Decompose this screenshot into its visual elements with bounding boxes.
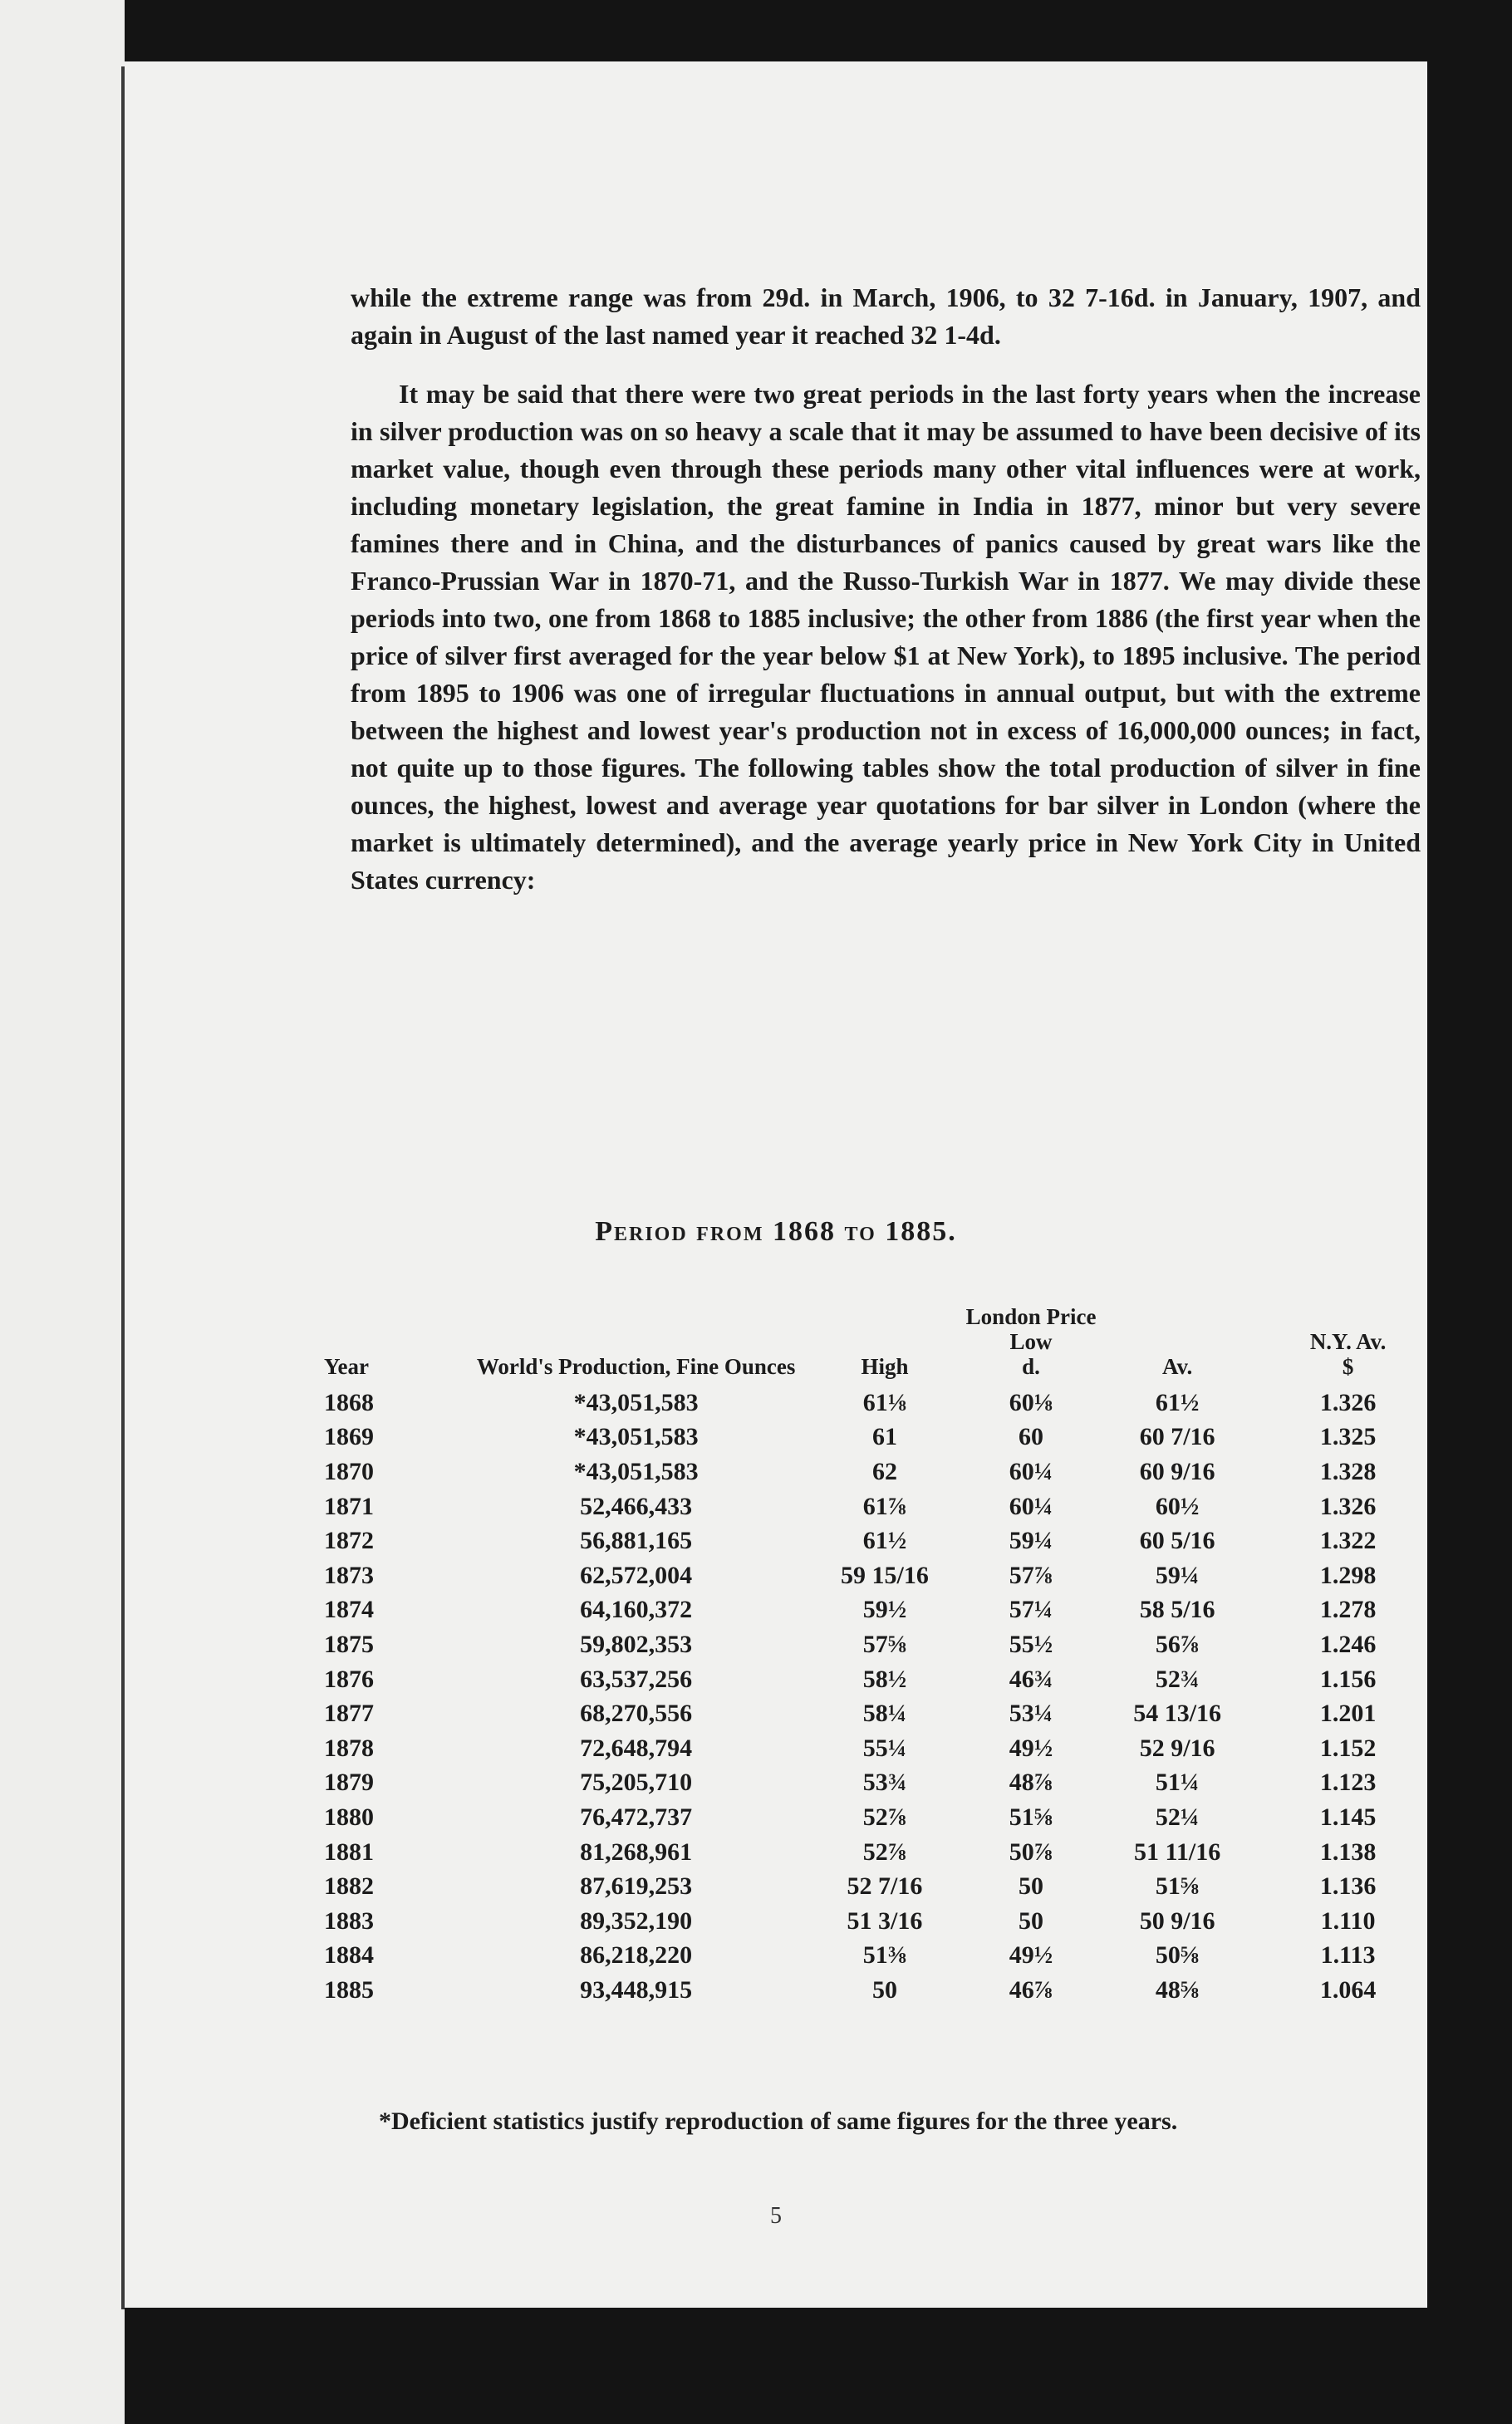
cell-high: 52⅞	[862, 1803, 907, 1831]
body-text	[351, 279, 1421, 920]
cell-production: 87,619,253	[580, 1872, 693, 1901]
cell-year: 1875	[324, 1630, 374, 1658]
cell-ny-av: 1.298	[1319, 1561, 1377, 1589]
cell-production: *43,051,583	[573, 1457, 699, 1485]
header-ny-unit: $	[1342, 1354, 1354, 1379]
cell-high: 61⅛	[862, 1388, 907, 1416]
table-row	[324, 1489, 1446, 1524]
cell-low: 50	[1019, 1872, 1044, 1901]
cell-av: 50⅝	[1155, 1941, 1200, 1970]
header-london-low	[958, 1304, 1104, 1386]
cell-ny-av: 1.136	[1319, 1872, 1377, 1901]
cell-year: 1879	[324, 1769, 374, 1797]
cell-av: 51⅝	[1155, 1872, 1200, 1901]
cell-low: 60⅛	[1009, 1388, 1053, 1416]
table-row	[324, 1835, 1446, 1870]
cell-low: 53¼	[1009, 1700, 1053, 1728]
cell-high: 58½	[862, 1665, 907, 1693]
footnote: *Deficient statistics justify reproduction of same figures for the three years.	[379, 2108, 1178, 2135]
paragraph-continued: while the extreme range was from 29d. in March, 1906, to 32 7-16d. in January, 1907, and again in August of the last named year it reached 32 1-4d.	[351, 282, 1421, 350]
cell-ny-av: 1.201	[1319, 1700, 1377, 1728]
cell-high: 55¼	[862, 1734, 907, 1762]
cell-low: 50	[1019, 1906, 1044, 1935]
cell-year: 1878	[324, 1734, 374, 1762]
cell-av: 54 13/16	[1133, 1700, 1222, 1728]
cell-production: 89,352,190	[580, 1906, 693, 1935]
header-ny	[1250, 1304, 1446, 1386]
cell-low: 57⅞	[1009, 1561, 1053, 1589]
table-row	[324, 1386, 1446, 1421]
cell-high: 62	[871, 1457, 897, 1485]
cell-year: 1881	[324, 1838, 374, 1866]
cell-ny-av: 1.145	[1319, 1803, 1377, 1831]
document-page	[125, 61, 1427, 2308]
table-row	[324, 1662, 1446, 1697]
cell-high: 52 7/16	[847, 1872, 923, 1901]
cell-production: 81,268,961	[580, 1838, 693, 1866]
cell-year: 1869	[324, 1423, 374, 1451]
cell-year: 1870	[324, 1457, 374, 1485]
table-row	[324, 1904, 1446, 1939]
cell-av: 52¼	[1155, 1803, 1200, 1831]
cell-year: 1884	[324, 1941, 374, 1970]
cell-high: 51⅜	[862, 1941, 907, 1970]
cell-av: 60 7/16	[1139, 1423, 1215, 1451]
cell-production: 52,466,433	[580, 1492, 693, 1520]
cell-high: 58¼	[862, 1700, 907, 1728]
cell-ny-av: 1.152	[1319, 1734, 1377, 1762]
header-year: Year	[324, 1354, 369, 1379]
cell-ny-av: 1.156	[1319, 1665, 1377, 1693]
table-header-row	[324, 1304, 1446, 1386]
table-row	[324, 1593, 1446, 1628]
table-row	[324, 1800, 1446, 1835]
cell-low: 49½	[1009, 1941, 1053, 1970]
adjacent-page-edge	[0, 0, 125, 2424]
header-low: Low	[1009, 1329, 1053, 1354]
cell-year: 1868	[324, 1388, 374, 1416]
header-london-price: London Price	[965, 1304, 1097, 1329]
cell-production: 75,205,710	[580, 1769, 693, 1797]
cell-ny-av: 1.326	[1319, 1492, 1377, 1520]
cell-low: 49½	[1009, 1734, 1053, 1762]
cell-av: 50 9/16	[1139, 1906, 1215, 1935]
cell-ny-av: 1.328	[1319, 1457, 1377, 1485]
cell-high: 59 15/16	[841, 1561, 929, 1589]
table-row	[324, 1558, 1446, 1593]
cell-year: 1872	[324, 1527, 374, 1555]
table-row	[324, 1696, 1446, 1731]
cell-year: 1876	[324, 1665, 374, 1693]
cell-low: 60	[1019, 1423, 1044, 1451]
table-row	[324, 1973, 1446, 2008]
cell-low: 50⅞	[1009, 1838, 1053, 1866]
cell-av: 51¼	[1155, 1769, 1200, 1797]
table-row	[324, 1939, 1446, 1974]
cell-av: 56⅞	[1155, 1630, 1200, 1658]
cell-ny-av: 1.138	[1319, 1838, 1377, 1866]
cell-av: 51 11/16	[1134, 1838, 1221, 1866]
cell-production: 86,218,220	[580, 1941, 693, 1970]
table-row	[324, 1524, 1446, 1558]
cell-ny-av: 1.246	[1319, 1630, 1377, 1658]
cell-av: 60 5/16	[1139, 1527, 1215, 1555]
cell-ny-av: 1.278	[1319, 1596, 1377, 1624]
cell-high: 53¾	[862, 1769, 907, 1797]
cell-ny-av: 1.325	[1319, 1423, 1377, 1451]
cell-high: 61	[871, 1423, 897, 1451]
cell-production: 93,448,915	[580, 1975, 693, 2004]
cell-year: 1873	[324, 1561, 374, 1589]
header-production: World's Production, Fine Ounces	[476, 1354, 796, 1379]
cell-av: 61½	[1155, 1388, 1200, 1416]
header-av: Av.	[1162, 1354, 1193, 1379]
cell-ny-av: 1.322	[1319, 1527, 1377, 1555]
cell-high: 51 3/16	[847, 1906, 923, 1935]
header-ny-av: N.Y. Av.	[1309, 1329, 1387, 1354]
header-high: High	[861, 1354, 909, 1379]
cell-production: 62,572,004	[580, 1561, 693, 1589]
cell-av: 52 9/16	[1139, 1734, 1215, 1762]
cell-production: 56,881,165	[580, 1527, 693, 1555]
page-number: 5	[770, 2203, 782, 2229]
cell-av: 60 9/16	[1139, 1457, 1215, 1485]
cell-ny-av: 1.113	[1320, 1941, 1376, 1970]
cell-high: 52⅞	[862, 1838, 907, 1866]
table-row	[324, 1766, 1446, 1801]
header-low-unit: d.	[1022, 1354, 1040, 1379]
cell-high: 59½	[862, 1596, 907, 1624]
cell-production: *43,051,583	[573, 1423, 699, 1451]
section-title: Period from 1868 to 1885.	[595, 1216, 957, 1247]
table-body	[324, 1386, 1446, 2008]
cell-year: 1874	[324, 1596, 374, 1624]
cell-low: 48⅞	[1009, 1769, 1053, 1797]
cell-high: 61½	[862, 1527, 907, 1555]
cell-low: 60¼	[1009, 1492, 1053, 1520]
silver-production-table	[324, 1304, 1446, 2008]
cell-high: 57⅝	[862, 1630, 907, 1658]
cell-year: 1871	[324, 1492, 374, 1520]
table-row	[324, 1731, 1446, 1766]
cell-high: 61⅞	[862, 1492, 907, 1520]
cell-production: 72,648,794	[580, 1734, 693, 1762]
cell-production: 59,802,353	[580, 1630, 693, 1658]
cell-av: 59¼	[1155, 1561, 1200, 1589]
cell-low: 46⅞	[1009, 1975, 1053, 2004]
table-row	[324, 1627, 1446, 1662]
table-row	[324, 1421, 1446, 1455]
cell-year: 1883	[324, 1906, 374, 1935]
cell-production: 76,472,737	[580, 1803, 693, 1831]
cell-low: 51⅝	[1009, 1803, 1053, 1831]
cell-av: 58 5/16	[1139, 1596, 1215, 1624]
cell-av: 48⅝	[1155, 1975, 1200, 2004]
cell-year: 1882	[324, 1872, 374, 1901]
cell-high: 50	[871, 1975, 897, 2004]
table-row	[324, 1455, 1446, 1489]
cell-year: 1877	[324, 1700, 374, 1728]
cell-low: 55½	[1009, 1630, 1053, 1658]
cell-av: 60½	[1155, 1492, 1200, 1520]
cell-production: 64,160,372	[580, 1596, 693, 1624]
cell-ny-av: 1.123	[1319, 1769, 1377, 1797]
table-row	[324, 1869, 1446, 1904]
cell-year: 1880	[324, 1803, 374, 1831]
cell-av: 52¾	[1155, 1665, 1200, 1693]
cell-ny-av: 1.326	[1319, 1388, 1377, 1416]
cell-low: 59¼	[1009, 1527, 1053, 1555]
cell-low: 57¼	[1009, 1596, 1053, 1624]
cell-production: 63,537,256	[580, 1665, 693, 1693]
cell-year: 1885	[324, 1975, 374, 2004]
cell-ny-av: 1.110	[1320, 1906, 1376, 1935]
cell-low: 46¾	[1009, 1665, 1053, 1693]
paragraph-periods: It may be said that there were two great periods in the last forty years when the increase in silver production was on so heavy a scale that it may be assumed to have been decisive of its market value, though even through these periods many other vital influences were at work, including monetary legislation, the great famine in India in 1877, minor but very severe famines there and in China, and the disturbances of panics caused by great wars like the Franco-Prussian War in 1870-71, and the Russo-Turkish War in 1877. We may divide these periods into two, one from 1868 to 1885 inclusive; the other from 1886 (the first year when the price of silver first averaged for the year below $1 at New York), to 1895 inclusive. The period from 1895 to 1906 was one of irregular fluctuations in annual output, but with the extreme between the highest and lowest year's production not in excess of 16,000,000 ounces; in fact, not quite up to those figures. The following tables show the total production of silver in fine ounces, the highest, lowest and average year quotations for bar silver in London (where the market is ultimately determined), and the average yearly price in New York City in United States currency:	[351, 379, 1421, 895]
cell-low: 60¼	[1009, 1457, 1053, 1485]
cell-production: 68,270,556	[580, 1700, 693, 1728]
cell-ny-av: 1.064	[1319, 1975, 1377, 2004]
cell-production: *43,051,583	[573, 1388, 699, 1416]
